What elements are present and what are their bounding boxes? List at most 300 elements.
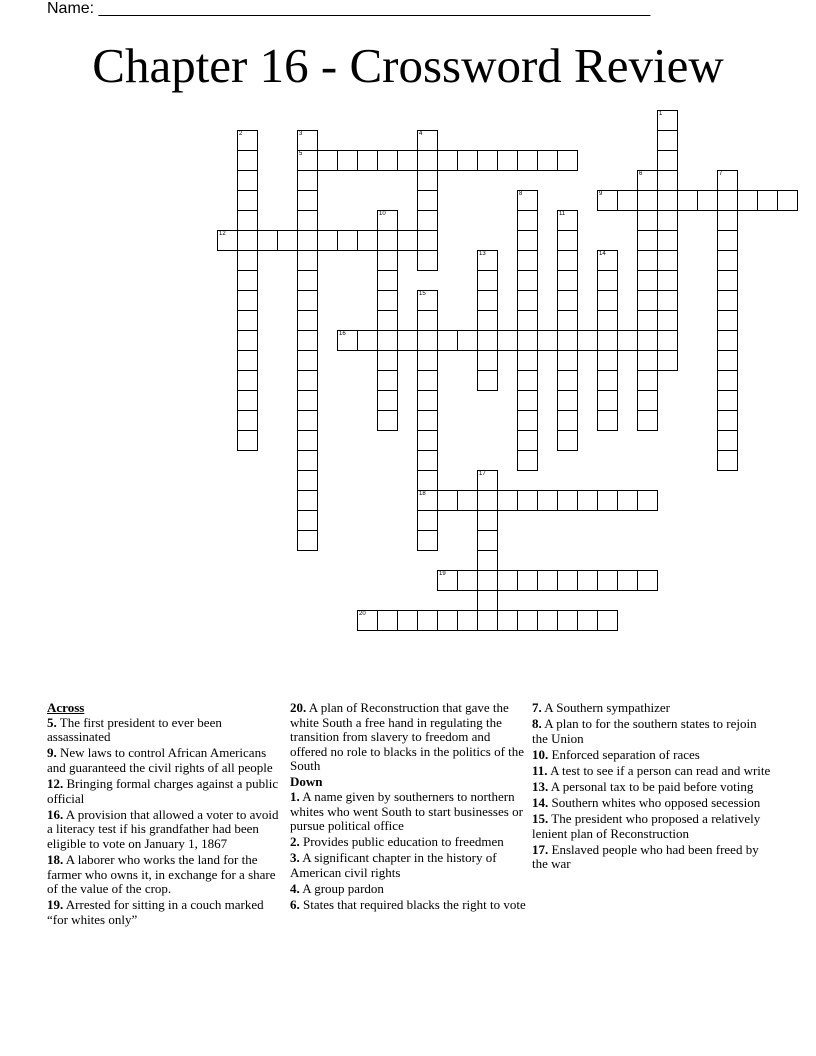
crossword-cell[interactable] [237, 170, 258, 191]
clue-text: Arrested for sitting in a couch marked “for whites only” [47, 897, 264, 927]
crossword-cell[interactable] [377, 310, 398, 331]
crossword-cell[interactable] [557, 210, 578, 231]
clue-number: 15. [532, 811, 549, 827]
clue-number: 18. [47, 851, 64, 867]
crossword-cell[interactable] [537, 570, 558, 591]
crossword-cell[interactable] [297, 310, 318, 331]
crossword-cell[interactable] [537, 330, 558, 351]
clue-text: Enslaved people who had been freed by the war [532, 841, 759, 872]
crossword-cell[interactable] [717, 190, 738, 211]
crossword-cell[interactable] [457, 330, 478, 351]
crossword-cell[interactable] [717, 170, 738, 191]
crossword-cell[interactable] [517, 190, 538, 211]
clue-item [290, 790, 526, 834]
crossword-cell[interactable] [417, 510, 438, 531]
crossword-cell[interactable] [237, 190, 258, 211]
name-field-line: Name: ______________________________________________________________ [47, 0, 651, 17]
clue-number: 5. [47, 714, 57, 730]
crossword-cell[interactable] [557, 390, 578, 411]
clue-number: 12. [47, 775, 64, 791]
cell-number: 19 [439, 571, 446, 577]
crossword-cell[interactable] [417, 150, 438, 171]
crossword-cell[interactable] [657, 170, 678, 191]
crossword-cell[interactable] [517, 450, 538, 471]
cell-number: 4 [419, 131, 423, 137]
clue-item [532, 764, 772, 779]
cell-number: 8 [519, 191, 523, 197]
crossword-cell[interactable] [457, 570, 478, 591]
down-clue-list [290, 790, 526, 913]
crossword-cell[interactable] [297, 210, 318, 231]
crossword-cell[interactable] [417, 230, 438, 251]
crossword-cell[interactable] [717, 230, 738, 251]
crossword-cell[interactable] [417, 290, 438, 311]
crossword-cell[interactable] [557, 490, 578, 511]
crossword-cell[interactable] [237, 410, 258, 431]
crossword-cell[interactable] [237, 230, 258, 251]
crossword-cell[interactable] [437, 610, 458, 631]
clue-item [532, 717, 772, 746]
crossword-cell[interactable] [237, 150, 258, 171]
crossword-cell[interactable] [417, 390, 438, 411]
cell-number: 16 [339, 331, 346, 337]
crossword-cell[interactable] [637, 570, 658, 591]
cell-number: 9 [599, 191, 603, 197]
crossword-cell[interactable] [417, 530, 438, 551]
crossword-cell[interactable] [637, 250, 658, 271]
crossword-cell[interactable] [477, 530, 498, 551]
crossword-cell[interactable] [337, 150, 358, 171]
crossword-cell[interactable] [237, 210, 258, 231]
crossword-cell[interactable] [417, 610, 438, 631]
crossword-cell[interactable] [557, 150, 578, 171]
clue-text: Provides public education to freedmen [303, 834, 504, 850]
clue-item [532, 701, 772, 716]
crossword-cell[interactable] [637, 370, 658, 391]
crossword-cell[interactable] [637, 390, 658, 411]
clue-text: Enforced separation of races [551, 746, 700, 762]
crossword-cell[interactable] [657, 290, 678, 311]
cell-number: 3 [299, 131, 303, 137]
crossword-cell[interactable] [297, 230, 318, 251]
crossword-cell[interactable] [717, 270, 738, 291]
crossword-cell[interactable] [397, 330, 418, 351]
clue-number: 2. [290, 834, 300, 850]
cell-number: 17 [479, 471, 486, 477]
crossword-cell[interactable] [557, 570, 578, 591]
crossword-cell[interactable] [357, 330, 378, 351]
crossword-cell[interactable] [637, 210, 658, 231]
crossword-cell[interactable] [657, 150, 678, 171]
crossword-cell[interactable] [477, 330, 498, 351]
crossword-cell[interactable] [637, 330, 658, 351]
crossword-cell[interactable] [637, 230, 658, 251]
crossword-cell[interactable] [657, 250, 678, 271]
clue-item [532, 748, 772, 763]
clue-text: A name given by southerners to northern whites who went South to start businesses or pursue political office [290, 789, 523, 834]
crossword-cell[interactable] [657, 310, 678, 331]
crossword-cell[interactable] [717, 210, 738, 231]
cell-number: 5 [299, 151, 303, 157]
crossword-cell[interactable] [717, 310, 738, 331]
clue-number: 8. [532, 716, 542, 732]
crossword-cell[interactable] [717, 410, 738, 431]
crossword-cell[interactable] [237, 430, 258, 451]
crossword-cell[interactable] [317, 150, 338, 171]
crossword-cell[interactable] [377, 350, 398, 371]
crossword-cell[interactable] [397, 150, 418, 171]
crossword-cell[interactable] [477, 610, 498, 631]
crossword-cell[interactable] [457, 490, 478, 511]
crossword-cell[interactable] [597, 490, 618, 511]
crossword-cell[interactable] [437, 150, 458, 171]
crossword-cell[interactable] [697, 190, 718, 211]
crossword-cell[interactable] [237, 330, 258, 351]
clue-text: A laborer who works the land for the farmer who owns it, in exchange for a share of the value of the crop. [47, 851, 276, 897]
crossword-cell[interactable] [717, 450, 738, 471]
crossword-cell[interactable] [297, 430, 318, 451]
crossword-cell[interactable] [677, 190, 698, 211]
crossword-cell[interactable] [437, 570, 458, 591]
crossword-cell[interactable] [557, 250, 578, 271]
clue-item [290, 835, 526, 850]
crossword-cell[interactable] [297, 290, 318, 311]
crossword-cell[interactable] [237, 390, 258, 411]
crossword-cell[interactable] [637, 190, 658, 211]
clue-number: 3. [290, 850, 300, 866]
crossword-cell[interactable] [557, 430, 578, 451]
crossword-cell[interactable] [637, 350, 658, 371]
crossword-cell[interactable] [617, 570, 638, 591]
crossword-cell[interactable] [717, 250, 738, 271]
crossword-cell[interactable] [777, 190, 798, 211]
crossword-cell[interactable] [237, 350, 258, 371]
crossword-cell[interactable] [477, 470, 498, 491]
crossword-cell[interactable] [557, 350, 578, 371]
crossword-cell[interactable] [557, 610, 578, 631]
crossword-cell[interactable] [597, 370, 618, 391]
crossword-cell[interactable] [637, 290, 658, 311]
crossword-cell[interactable] [577, 490, 598, 511]
crossword-cell[interactable] [517, 210, 538, 231]
crossword-cell[interactable] [557, 290, 578, 311]
crossword-cell[interactable] [637, 270, 658, 291]
crossword-cell[interactable] [417, 310, 438, 331]
crossword-cell[interactable] [517, 410, 538, 431]
crossword-cell[interactable] [557, 270, 578, 291]
crossword-cell[interactable] [357, 610, 378, 631]
clue-item [47, 853, 279, 897]
crossword-cell[interactable] [737, 190, 758, 211]
crossword-cell[interactable] [497, 150, 518, 171]
crossword-cell[interactable] [297, 470, 318, 491]
clue-item [532, 796, 772, 811]
crossword-cell[interactable] [377, 250, 398, 271]
down-clue-list-continued [532, 701, 772, 872]
crossword-cell[interactable] [457, 150, 478, 171]
cell-number: 1 [659, 111, 663, 117]
cell-number: 14 [599, 251, 606, 257]
crossword-cell[interactable] [297, 170, 318, 191]
cell-number: 12 [219, 231, 226, 237]
clue-number: 6. [290, 897, 300, 913]
crossword-cell[interactable] [417, 170, 438, 191]
crossword-cell[interactable] [717, 430, 738, 451]
crossword-cell[interactable] [477, 550, 498, 571]
crossword-cell[interactable] [637, 410, 658, 431]
crossword-cell[interactable] [477, 310, 498, 331]
clue-number: 10. [532, 746, 549, 762]
crossword-cell[interactable] [477, 510, 498, 531]
crossword-cell[interactable] [517, 610, 538, 631]
crossword-cell[interactable] [517, 490, 538, 511]
cell-number: 2 [239, 131, 243, 137]
crossword-cell[interactable] [417, 210, 438, 231]
crossword-cell[interactable] [657, 330, 678, 351]
crossword-cell[interactable] [297, 190, 318, 211]
crossword-cell[interactable] [237, 310, 258, 331]
crossword-cell[interactable] [517, 430, 538, 451]
clue-text: A plan of Reconstruction that gave the white South a free hand in regulating the transition from slavery to freedom and offered no role to blacks in the politics of the South [290, 700, 525, 774]
crossword-cell[interactable] [297, 270, 318, 291]
crossword-cell[interactable] [557, 370, 578, 391]
crossword-cell[interactable] [237, 130, 258, 151]
crossword-cell[interactable] [297, 450, 318, 471]
cell-number: 13 [479, 251, 486, 257]
page-title: Chapter 16 - Crossword Review [92, 38, 724, 93]
crossword-cell[interactable] [477, 350, 498, 371]
clue-text: A significant chapter in the history of American civil rights [290, 850, 497, 881]
crossword-cell[interactable] [517, 310, 538, 331]
crossword-cell[interactable] [497, 490, 518, 511]
across-heading: Across [47, 700, 85, 715]
clue-item [290, 701, 526, 774]
crossword-cell[interactable] [377, 610, 398, 631]
crossword-cell[interactable] [557, 330, 578, 351]
crossword-cell[interactable] [717, 390, 738, 411]
clue-text: A test to see if a person can read and write [550, 762, 771, 778]
crossword-cell[interactable] [597, 390, 618, 411]
clue-text: States that required blacks the right to vote [303, 897, 526, 913]
down-heading: Down [290, 774, 323, 790]
crossword-cell[interactable] [337, 330, 358, 351]
crossword-cell[interactable] [377, 330, 398, 351]
clue-item [290, 851, 526, 880]
crossword-cell[interactable] [417, 250, 438, 271]
crossword-cell[interactable] [517, 230, 538, 251]
crossword-cell[interactable] [617, 190, 638, 211]
crossword-cell[interactable] [417, 430, 438, 451]
crossword-cell[interactable] [657, 270, 678, 291]
clue-number: 11. [532, 762, 548, 778]
crossword-cell[interactable] [517, 570, 538, 591]
crossword-cell[interactable] [577, 570, 598, 591]
cell-number: 7 [719, 171, 723, 177]
clue-text: The first president to ever been assassinated [47, 714, 222, 745]
crossword-cell[interactable] [297, 350, 318, 371]
crossword-cell[interactable] [597, 410, 618, 431]
crossword-cell[interactable] [477, 590, 498, 611]
crossword-cell[interactable] [477, 270, 498, 291]
clue-number: 14. [532, 795, 549, 811]
clue-number: 4. [290, 881, 300, 897]
clue-item [47, 808, 279, 852]
crossword-cell[interactable] [517, 250, 538, 271]
crossword-cell[interactable] [597, 610, 618, 631]
crossword-cell[interactable] [417, 350, 438, 371]
crossword-cell[interactable] [717, 350, 738, 371]
clues-column-2 [290, 701, 526, 914]
crossword-cell[interactable] [237, 270, 258, 291]
crossword-cell[interactable] [617, 330, 638, 351]
crossword-cell[interactable] [437, 490, 458, 511]
crossword-cell[interactable] [657, 110, 678, 131]
clue-number: 7. [532, 700, 542, 715]
crossword-cell[interactable] [517, 270, 538, 291]
crossword-cell[interactable] [317, 230, 338, 251]
crossword-cell[interactable] [537, 610, 558, 631]
cell-number: 18 [419, 491, 426, 497]
crossword-cell[interactable] [517, 330, 538, 351]
cell-number: 15 [419, 291, 426, 297]
crossword-cell[interactable] [417, 370, 438, 391]
crossword-cell[interactable] [377, 370, 398, 391]
crossword-cell[interactable] [377, 210, 398, 231]
crossword-cell[interactable] [457, 610, 478, 631]
crossword-cell[interactable] [417, 490, 438, 511]
crossword-cell[interactable] [557, 410, 578, 431]
crossword-cell[interactable] [657, 230, 678, 251]
crossword-cell[interactable] [377, 390, 398, 411]
crossword-cell[interactable] [377, 270, 398, 291]
crossword-cell[interactable] [517, 290, 538, 311]
crossword-cell[interactable] [377, 410, 398, 431]
crossword-cell[interactable] [237, 370, 258, 391]
clue-item [532, 812, 772, 841]
crossword-cell[interactable] [577, 330, 598, 351]
crossword-cell[interactable] [477, 250, 498, 271]
crossword-cell[interactable] [517, 150, 538, 171]
crossword-cell[interactable] [337, 230, 358, 251]
clue-number: 19. [47, 897, 64, 913]
crossword-cell[interactable] [557, 230, 578, 251]
crossword-cell[interactable] [497, 570, 518, 591]
crossword-cell[interactable] [717, 290, 738, 311]
clues-column-3 [532, 701, 772, 874]
crossword-cell[interactable] [597, 310, 618, 331]
crossword-cell[interactable] [717, 370, 738, 391]
crossword-cell[interactable] [477, 490, 498, 511]
crossword-cell[interactable] [497, 330, 518, 351]
clue-text: A personal tax to be paid before voting [550, 778, 754, 794]
crossword-cell[interactable] [537, 150, 558, 171]
crossword-cell[interactable] [637, 490, 658, 511]
crossword-cell[interactable] [417, 190, 438, 211]
crossword-cell[interactable] [577, 610, 598, 631]
crossword-cell[interactable] [397, 610, 418, 631]
crossword-cell[interactable] [477, 570, 498, 591]
clue-item [47, 716, 279, 745]
crossword-cell[interactable] [297, 150, 318, 171]
crossword-cell[interactable] [477, 150, 498, 171]
crossword-cell[interactable] [357, 150, 378, 171]
crossword-cell[interactable] [237, 290, 258, 311]
crossword-cell[interactable] [297, 510, 318, 531]
clue-number: 16. [47, 806, 64, 822]
cell-number: 10 [379, 211, 386, 217]
crossword-cell[interactable] [297, 130, 318, 151]
crossword-cell[interactable] [357, 230, 378, 251]
clue-item [47, 746, 279, 775]
crossword-cell[interactable] [597, 270, 618, 291]
crossword-cell[interactable] [537, 490, 558, 511]
clue-text: A provision that allowed a voter to avoid a literacy test if his grandfather had been eligible to vote on January 1, 1867 [47, 806, 279, 851]
crossword-cell[interactable] [417, 410, 438, 431]
clue-item [532, 780, 772, 795]
crossword-cell[interactable] [257, 230, 278, 251]
crossword-cell[interactable] [417, 330, 438, 351]
crossword-cell[interactable] [657, 190, 678, 211]
clue-number: 20. [290, 700, 307, 715]
crossword-cell[interactable] [497, 610, 518, 631]
crossword-cell[interactable] [377, 290, 398, 311]
crossword-cell[interactable] [597, 290, 618, 311]
crossword-cell[interactable] [477, 290, 498, 311]
crossword-cell[interactable] [597, 350, 618, 371]
crossword-cell[interactable] [277, 230, 298, 251]
crossword-cell[interactable] [637, 170, 658, 191]
crossword-cell[interactable] [617, 490, 638, 511]
clue-text: The president who proposed a relatively lenient plan of Reconstruction [532, 811, 761, 841]
crossword-cell[interactable] [437, 330, 458, 351]
crossword-cell[interactable] [557, 310, 578, 331]
crossword-cell[interactable] [657, 210, 678, 231]
crossword-cell[interactable] [657, 130, 678, 151]
crossword-cell[interactable] [297, 390, 318, 411]
crossword-cell[interactable] [597, 570, 618, 591]
crossword-cell[interactable] [377, 230, 398, 251]
crossword-cell[interactable] [397, 230, 418, 251]
crossword-cell[interactable] [297, 250, 318, 271]
crossword-cell[interactable] [517, 370, 538, 391]
crossword-cell[interactable] [297, 370, 318, 391]
crossword-cell[interactable] [417, 470, 438, 491]
crossword-cell[interactable] [757, 190, 778, 211]
across-clue-list-continued [290, 701, 526, 774]
crossword-cell[interactable] [237, 250, 258, 271]
crossword-cell[interactable] [517, 350, 538, 371]
crossword-cell[interactable] [297, 330, 318, 351]
clue-text: Bringing formal charges against a public official [47, 775, 279, 806]
clue-item [47, 898, 279, 927]
crossword-cell[interactable] [597, 330, 618, 351]
crossword-cell[interactable] [477, 370, 498, 391]
crossword-cell[interactable] [297, 530, 318, 551]
crossword-cell[interactable] [297, 410, 318, 431]
crossword-cell[interactable] [597, 250, 618, 271]
clue-item [47, 777, 279, 806]
crossword-cell[interactable] [377, 150, 398, 171]
crossword-cell[interactable] [517, 390, 538, 411]
crossword-cell[interactable] [417, 130, 438, 151]
crossword-cell[interactable] [217, 230, 238, 251]
crossword-cell[interactable] [297, 490, 318, 511]
crossword-cell[interactable] [637, 310, 658, 331]
crossword-cell[interactable] [717, 330, 738, 351]
crossword-cell[interactable] [417, 450, 438, 471]
crossword-cell[interactable] [657, 350, 678, 371]
crossword-cell[interactable] [597, 190, 618, 211]
